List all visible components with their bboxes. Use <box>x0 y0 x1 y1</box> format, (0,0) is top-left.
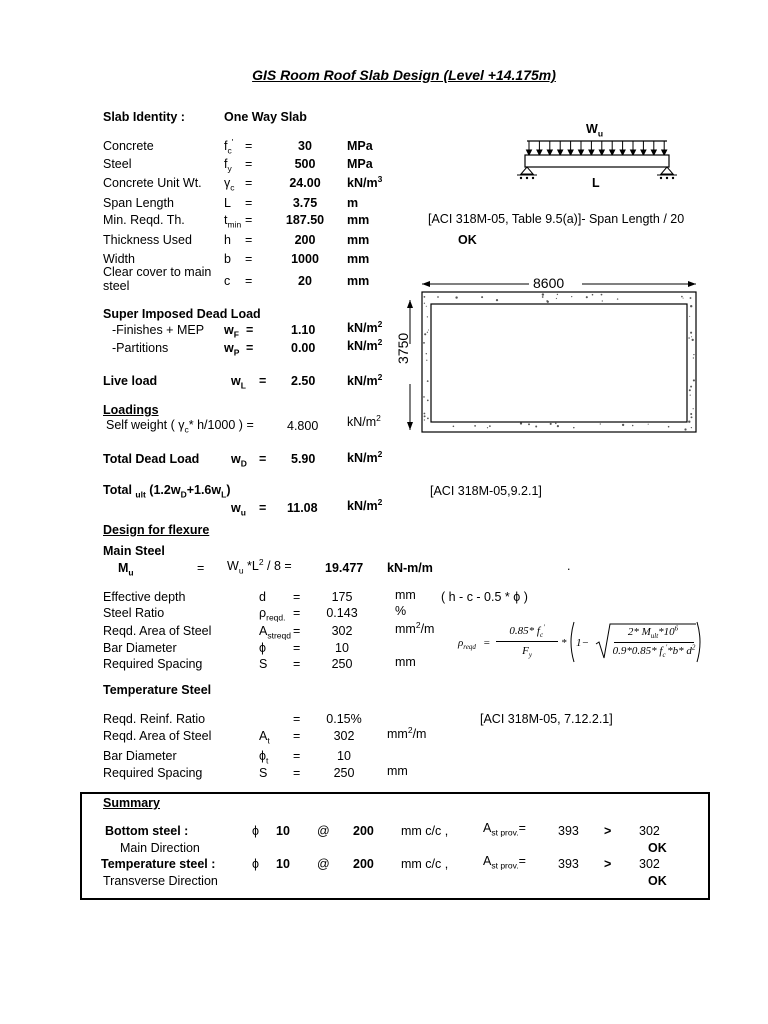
flexure-row-label: Reqd. Area of Steel <box>103 624 212 638</box>
summary-row-area-symbol: $A_{st prov.}=$ <box>483 854 526 871</box>
flexure-row-symbol: $\rho_{reqd.}$ <box>259 606 286 623</box>
property-unit: mm <box>347 213 370 227</box>
flexure-row-unit: mm <box>395 655 416 669</box>
temperature-row-label: Bar Diameter <box>103 749 177 763</box>
summary-row-phi: ϕ <box>252 824 260 838</box>
self-weight-label: Self weight ( $\gamma_c*$ h/1000 ) = <box>106 418 254 435</box>
temperature-row-unit: mm <box>387 764 408 778</box>
summary-row-provided: 393 <box>558 857 579 871</box>
property-value: 24.00 <box>289 176 321 190</box>
flexure-row-eq: = <box>293 624 301 638</box>
property-symbol: $f_c'$ <box>224 136 234 156</box>
flexure-row-symbol: S <box>259 657 268 671</box>
property-unit: mm <box>347 252 370 266</box>
property-unit: mm <box>347 274 370 288</box>
property-label: Span Length <box>103 196 174 210</box>
flexure-row-symbol: d <box>259 590 266 604</box>
property-value: 500 <box>294 157 316 171</box>
summary-row-spacing: 200 <box>353 857 374 871</box>
summary-row-required: 302 <box>639 857 660 871</box>
property-eq: = <box>245 157 253 171</box>
total-ult-reference: [ACI 318M-05,9.2.1] <box>430 484 542 498</box>
total-dead-eq: = <box>259 452 267 466</box>
live-load-symbol: $w_L$ <box>231 374 246 391</box>
flexure-heading: Design for flexure <box>103 523 210 537</box>
flexure-row-value: 302 <box>331 624 353 638</box>
flexure-row-value: 250 <box>331 657 353 671</box>
span-label: L <box>592 176 600 190</box>
property-eq: = <box>245 233 253 247</box>
property-eq: = <box>245 139 253 153</box>
load-label: $W_u$ <box>586 122 604 139</box>
sidl-item-value: 1.10 <box>291 323 316 337</box>
mu-dot: . <box>567 559 571 573</box>
live-load-unit: $kN/m^2$ <box>347 371 383 388</box>
mu-formula: $W_u$ $*L^2 / 8$ = <box>227 556 292 576</box>
temperature-row-label: Reqd. Area of Steel <box>103 729 212 743</box>
flexure-row-value: 10 <box>335 641 349 655</box>
property-symbol: $t_{min}$ <box>224 213 242 230</box>
loadings-heading: Loadings <box>103 403 159 417</box>
slab-identity-label: Slab Identity : <box>103 110 185 124</box>
temperature-row-label: Required Spacing <box>103 766 203 780</box>
summary-row-check: OK <box>648 841 667 855</box>
property-eq: = <box>245 196 253 210</box>
summary-row-unit: mm c/c , <box>401 857 449 871</box>
temperature-row-symbol: $\phi_t$ <box>259 749 269 766</box>
sidl-item-label: -Finishes + MEP <box>112 323 205 337</box>
flexure-row-value: 0.143 <box>326 606 358 620</box>
total-ult-label: Total $_{ult}$ $(1.2w_D+1.6w_L)$ <box>103 483 231 500</box>
summary-row-phi: ϕ <box>252 857 260 871</box>
flexure-row-symbol: ϕ <box>259 641 267 655</box>
flexure-row-label: Steel Ratio <box>103 606 165 620</box>
total-ult-unit: $kN/m^2$ <box>347 496 383 513</box>
property-value: 187.50 <box>285 213 325 227</box>
property-unit: mm <box>347 233 370 247</box>
sidl-item-eq: = <box>246 341 254 355</box>
live-load-eq: = <box>259 374 267 388</box>
summary-row-greater: > <box>604 824 612 838</box>
temperature-row-value: 0.15% <box>326 712 362 726</box>
flexure-row-unit: $mm^2/m$ <box>395 619 435 636</box>
total-dead-symbol: $w_D$ <box>231 452 247 469</box>
property-label: Clear cover to main steel <box>103 265 212 293</box>
flexure-row-label: Bar Diameter <box>103 641 177 655</box>
property-label: Concrete Unit Wt. <box>103 176 202 190</box>
temperature-row-label: Reqd. Reinf. Ratio <box>103 712 206 726</box>
property-label: Width <box>103 252 135 266</box>
plan-width-label: 8600 <box>533 275 565 291</box>
property-value: 200 <box>294 233 316 247</box>
sidl-item-unit: $kN/m^2$ <box>347 318 383 335</box>
temperature-row-symbol: S <box>259 766 268 780</box>
property-unit: MPa <box>347 157 373 171</box>
property-symbol: L <box>224 196 231 210</box>
flexure-row-note: ( h - c - 0.5 * ϕ ) <box>441 590 528 604</box>
property-eq: = <box>245 252 253 266</box>
property-symbol: b <box>224 252 231 266</box>
main-steel-heading: Main Steel <box>103 544 165 558</box>
live-load-label: Live load <box>103 374 158 388</box>
summary-row-label: Temperature steel : <box>101 857 216 871</box>
temperature-row-value: 250 <box>333 766 355 780</box>
property-label: Steel <box>103 157 132 171</box>
flexure-row-eq: = <box>293 606 301 620</box>
flexure-row-eq: = <box>293 657 301 671</box>
property-eq: = <box>245 274 253 288</box>
temperature-row-value: 302 <box>333 729 355 743</box>
summary-row-at: @ <box>317 857 330 871</box>
flexure-row-unit: mm <box>395 588 416 602</box>
flexure-row-eq: = <box>293 590 301 604</box>
property-label: Thickness Used <box>103 233 192 247</box>
flexure-row-eq: = <box>293 641 301 655</box>
total-ult-value: 11.08 <box>287 501 318 515</box>
temperature-row-eq: = <box>293 729 301 743</box>
property-eq: = <box>245 213 253 227</box>
mu-unit: kN-m/m <box>387 561 433 575</box>
property-symbol: $\gamma_c$ <box>224 176 235 193</box>
live-load-value: 2.50 <box>291 374 316 388</box>
summary-row-provided: 393 <box>558 824 579 838</box>
temperature-row-symbol: $A_t$ <box>259 729 270 746</box>
property-unit: m <box>347 196 359 210</box>
temperature-row-eq: = <box>293 749 301 763</box>
flexure-row-symbol: $A_{streqd}$ <box>259 624 291 641</box>
flexure-row-label: Required Spacing <box>103 657 203 671</box>
self-weight-value: 4.800 <box>287 419 319 433</box>
sidl-item-unit: $kN/m^2$ <box>347 336 383 353</box>
temperature-row-note: [ACI 318M-05, 7.12.2.1] <box>480 712 613 726</box>
sidl-item-value: 0.00 <box>291 341 316 355</box>
temperature-heading: Temperature Steel <box>103 683 212 697</box>
sidl-heading: Super Imposed Dead Load <box>103 307 261 321</box>
property-value: 1000 <box>291 252 319 266</box>
summary-row-spacing: 200 <box>353 824 374 838</box>
property-label: Concrete <box>103 139 154 153</box>
flexure-row-value: 175 <box>331 590 353 604</box>
total-dead-value: 5.90 <box>291 452 316 466</box>
total-dead-label: Total Dead Load <box>103 452 200 466</box>
property-symbol: c <box>224 274 231 288</box>
sidl-item-eq: = <box>246 323 254 337</box>
summary-row-check: OK <box>648 874 667 888</box>
summary-row-direction: Transverse Direction <box>103 874 218 888</box>
flexure-row-unit: % <box>395 604 407 618</box>
temperature-row-eq: = <box>293 766 301 780</box>
total-ult-eq: = <box>259 501 267 515</box>
property-value: 30 <box>298 139 312 153</box>
slab-plan-diagram <box>404 272 704 447</box>
summary-row-required: 302 <box>639 824 660 838</box>
sidl-item-symbol: $w_P$ <box>224 341 240 358</box>
property-eq: = <box>245 176 253 190</box>
mu-symbol: $M_u$ <box>118 561 134 578</box>
total-ult-symbol: $w_u$ <box>231 501 246 518</box>
flexure-row-label: Effective depth <box>103 590 186 604</box>
sidl-item-symbol: $w_F$ <box>224 323 239 340</box>
property-symbol: h <box>224 233 231 247</box>
page-title: GIS Room Roof Slab Design (Level +14.175m) <box>252 67 556 83</box>
plan-height-label: 3750 <box>395 332 411 364</box>
property-value: 3.75 <box>292 196 318 210</box>
min-thickness-reference: [ACI 318M-05, Table 9.5(a)]- Span Length / 20 <box>428 212 685 226</box>
thickness-check: OK <box>458 233 477 247</box>
temperature-row-unit: $mm^2/m$ <box>387 724 427 741</box>
summary-row-area-symbol: $A_{st prov.}=$ <box>483 821 526 838</box>
property-value: 20 <box>298 274 312 288</box>
summary-row-diameter: 10 <box>276 857 290 871</box>
temperature-row-value: 10 <box>337 749 351 763</box>
summary-row-direction: Main Direction <box>120 841 200 855</box>
steel-ratio-formula: $\rho_{reqd}$ = 0.85* $f_c'$ $F_y$ * 1− 2* $M_{ult}*10^6$ 0.9*0.85* $f_c'*b*$ $d^2$ <box>458 620 703 664</box>
property-label: Min. Reqd. Th. <box>103 213 185 227</box>
property-symbol: $f_y$ <box>224 157 232 174</box>
summary-row-label: Bottom steel : <box>105 824 189 838</box>
mu-value: 19.477 <box>325 561 364 575</box>
total-dead-unit: $kN/m^2$ <box>347 448 383 465</box>
slab-identity-value: One Way Slab <box>224 110 307 124</box>
temperature-row-eq: = <box>293 712 301 726</box>
property-unit: $kN/m^3$ <box>347 173 383 190</box>
summary-heading: Summary <box>103 796 160 810</box>
summary-row-unit: mm c/c , <box>401 824 449 838</box>
summary-row-greater: > <box>604 857 612 871</box>
mu-eq: = <box>197 561 205 575</box>
summary-row-diameter: 10 <box>276 824 290 838</box>
self-weight-unit: $kN/m^2$ <box>347 412 381 429</box>
summary-row-at: @ <box>317 824 330 838</box>
beam-diagram <box>515 138 675 180</box>
sidl-item-label: -Partitions <box>112 341 169 355</box>
property-unit: MPa <box>347 139 373 153</box>
